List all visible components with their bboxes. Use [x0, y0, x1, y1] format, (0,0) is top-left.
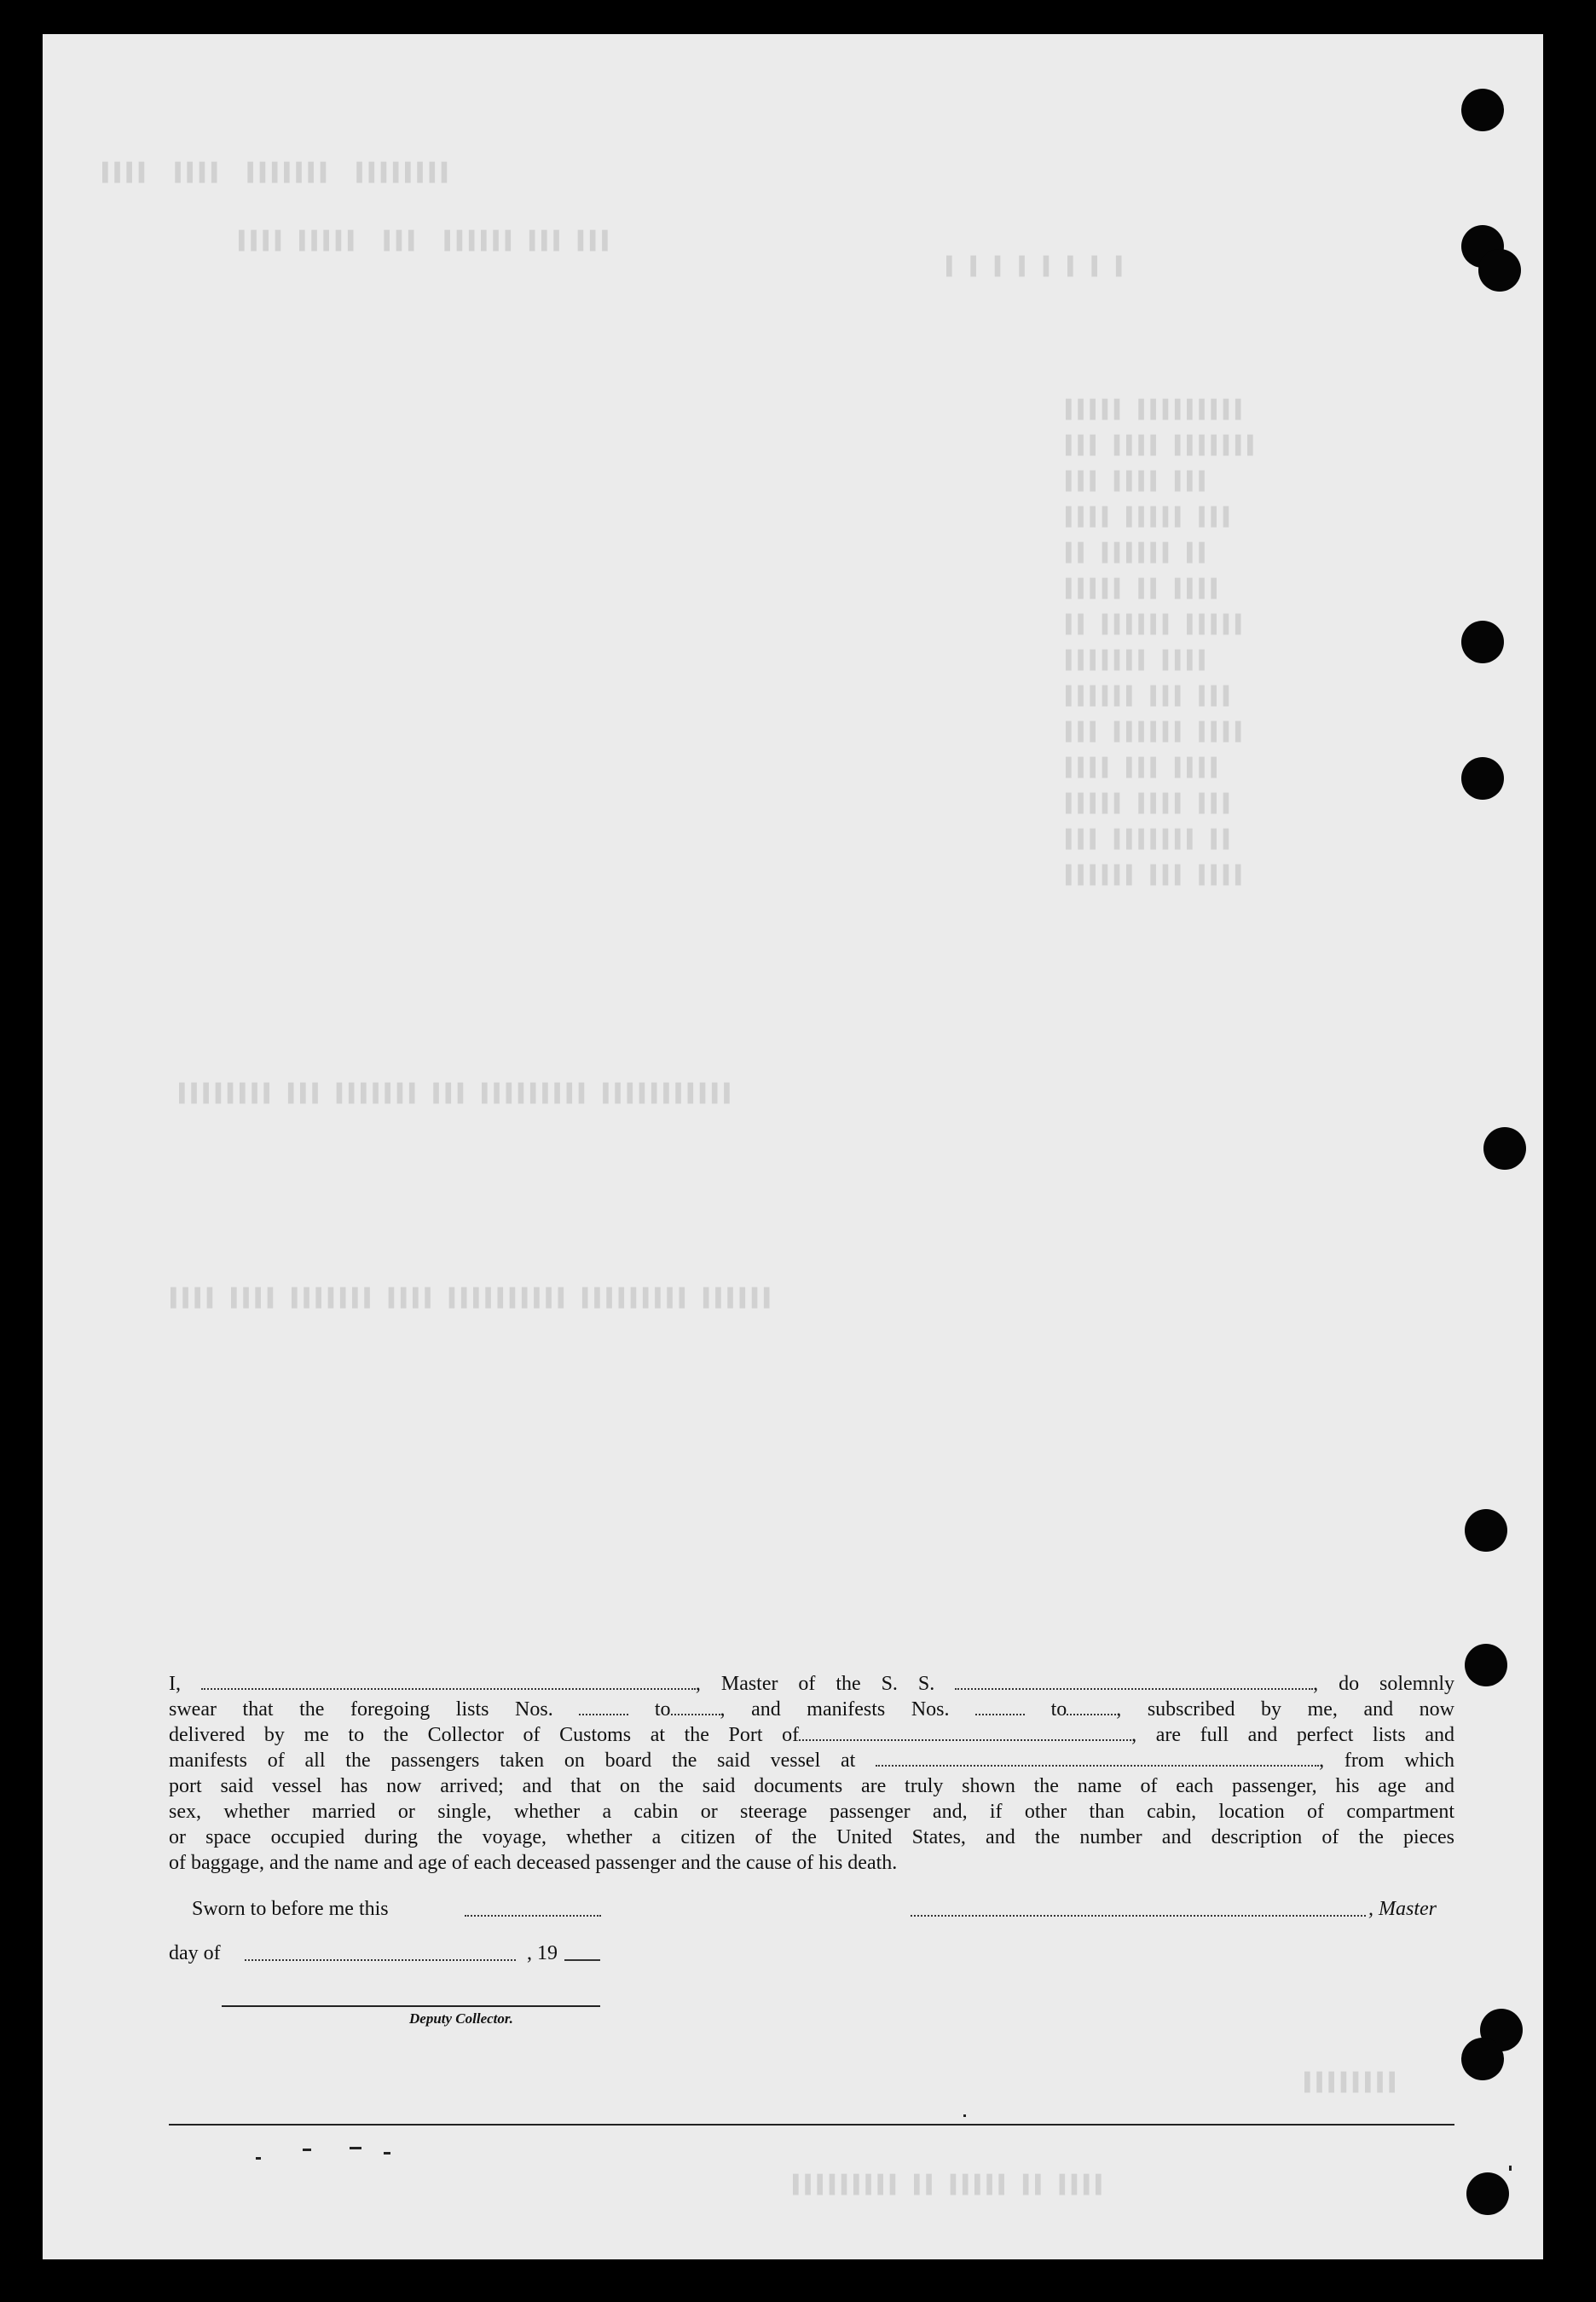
speck: [350, 2147, 361, 2149]
speck: [303, 2149, 311, 2151]
document-page: [43, 34, 1543, 2259]
oath-line: [169, 1850, 1454, 1876]
speck: [256, 2157, 261, 2160]
blank-field: [876, 1750, 1319, 1767]
oath-text: , and manifests Nos.: [720, 1698, 976, 1721]
bleed-through-text: ▌▌▌▌ ▌▌▌▌ ▌▌▌▌▌▌▌ ▌▌▌▌ ▌▌▌▌▌▌▌▌▌▌ ▌▌▌▌▌▌▌▌▌ ▌▌▌▌▌▌: [171, 1287, 777, 1309]
oath-text: , subscribed by me, and now: [1116, 1698, 1455, 1721]
master-signature-blank: [911, 1915, 1366, 1917]
blank-field: [201, 1673, 696, 1690]
year-blank: [564, 1959, 600, 1961]
oath-text: , from which: [1319, 1750, 1454, 1772]
bleed-through-block: ▌▌▌▌▌ ▌▌▌▌▌▌▌▌▌ ▌▌▌ ▌▌▌▌ ▌▌▌▌▌▌▌ ▌▌▌ ▌▌▌▌ ▌▌▌ ▌▌▌▌ ▌▌▌▌▌ ▌▌▌ ▌▌ ▌▌▌▌▌▌ ▌▌ ▌▌▌▌▌ ▌▌ ▌▌▌▌ ▌▌ ▌▌▌▌▌▌ ▌▌▌▌▌ ▌▌▌▌▌▌▌ ▌▌▌▌ ▌▌▌▌▌▌ ▌▌▌ ▌▌▌ ▌▌▌ ▌▌▌▌▌▌ ▌▌▌▌ ▌▌▌▌ ▌▌▌ ▌▌▌▌ ▌▌▌▌▌ ▌▌▌▌ ▌▌▌ ▌▌▌ ▌▌▌▌▌▌▌ ▌▌ ▌▌▌▌▌▌ ▌▌▌ ▌▌▌▌: [1066, 399, 1260, 886]
oath-line: [169, 1722, 1454, 1748]
punch-hole: [1461, 2038, 1504, 2080]
oath-line: [169, 1825, 1454, 1850]
deputy-collector-label: Deputy Collector.: [409, 2010, 513, 2027]
blank-field: [955, 1673, 1313, 1690]
sworn-date-blank: [465, 1915, 601, 1917]
master-label: , Master: [1368, 1898, 1437, 1920]
oath-text: , are full and perfect lists and: [1131, 1724, 1454, 1746]
day-of-label: day of: [169, 1942, 221, 1964]
punch-hole: [1461, 621, 1504, 663]
oath-text: , do solemnly: [1313, 1673, 1454, 1695]
bleed-through-text: ▌▌▌▌▌▌▌▌▌ ▌▌ ▌▌▌▌▌ ▌▌ ▌▌▌▌: [793, 2174, 1108, 2195]
oath-text: or space occupied during the voyage, whether a citizen of the United States, and the number and description of the pieces: [169, 1826, 1454, 1848]
oath-text: of baggage, and the name and age of each deceased passenger and the cause of his death.: [169, 1852, 898, 1874]
day-of-blank: [245, 1959, 516, 1961]
bottom-rule: [169, 2124, 1454, 2126]
speck: [963, 2114, 966, 2117]
speck: [1509, 2166, 1512, 2171]
punch-hole: [1465, 1509, 1507, 1552]
bleed-through-text: ▌▌▌▌ ▌▌▌▌▌ ▌▌▌ ▌▌▌▌▌▌ ▌▌▌ ▌▌▌: [239, 230, 615, 252]
punch-hole: [1466, 2172, 1509, 2215]
bleed-through-text: ▌ ▌ ▌ ▌ ▌ ▌ ▌ ▌: [946, 256, 1129, 277]
oath-text: swear that the foregoing lists Nos.: [169, 1698, 580, 1721]
punch-hole: [1461, 757, 1504, 800]
oath-line: [169, 1799, 1454, 1825]
oath-text: delivered by me to the Collector of Customs at the Port of: [169, 1724, 800, 1746]
oath-line: [169, 1748, 1454, 1773]
bleed-through-text: ▌▌▌▌▌▌▌▌ ▌▌▌ ▌▌▌▌▌▌▌ ▌▌▌ ▌▌▌▌▌▌▌▌▌ ▌▌▌▌▌▌▌▌▌▌▌: [179, 1083, 737, 1104]
blank-field: [579, 1698, 628, 1715]
deputy-signature-line: [222, 2005, 600, 2007]
punch-hole: [1465, 1644, 1507, 1686]
punch-hole: [1483, 1127, 1526, 1170]
blank-field: [671, 1698, 720, 1715]
oath-text: sex, whether married or single, whether a cabin or steerage passenger and, if other than cabin, location of compartment: [169, 1801, 1454, 1823]
oath-text: to: [628, 1698, 671, 1721]
speck: [384, 2152, 390, 2155]
year-prefix: , 19: [527, 1942, 558, 1964]
bleed-through-text: ▌▌▌▌ ▌▌▌▌ ▌▌▌▌▌▌▌ ▌▌▌▌▌▌▌▌: [102, 162, 454, 183]
blank-field: [799, 1724, 1131, 1741]
oath-text: I,: [169, 1673, 201, 1695]
sworn-label: Sworn to before me this: [192, 1898, 389, 1920]
punch-hole: [1461, 89, 1504, 131]
oath-line: [169, 1697, 1454, 1722]
oath-text: to: [1025, 1698, 1067, 1721]
oath-paragraph: [169, 1671, 1454, 1876]
oath-text: manifests of all the passengers taken on board the said vessel at: [169, 1750, 876, 1772]
blank-field: [975, 1698, 1025, 1715]
oath-text: port said vessel has now arrived; and that on the said documents are truly shown the name of each passenger, his age and: [169, 1775, 1454, 1797]
oath-text: , Master of the S. S.: [695, 1673, 956, 1695]
blank-field: [1067, 1698, 1116, 1715]
bleed-through-text: ▌▌▌▌▌▌▌▌: [1304, 2072, 1402, 2093]
oath-line: [169, 1671, 1454, 1697]
oath-line: [169, 1773, 1454, 1799]
punch-hole: [1478, 249, 1521, 292]
